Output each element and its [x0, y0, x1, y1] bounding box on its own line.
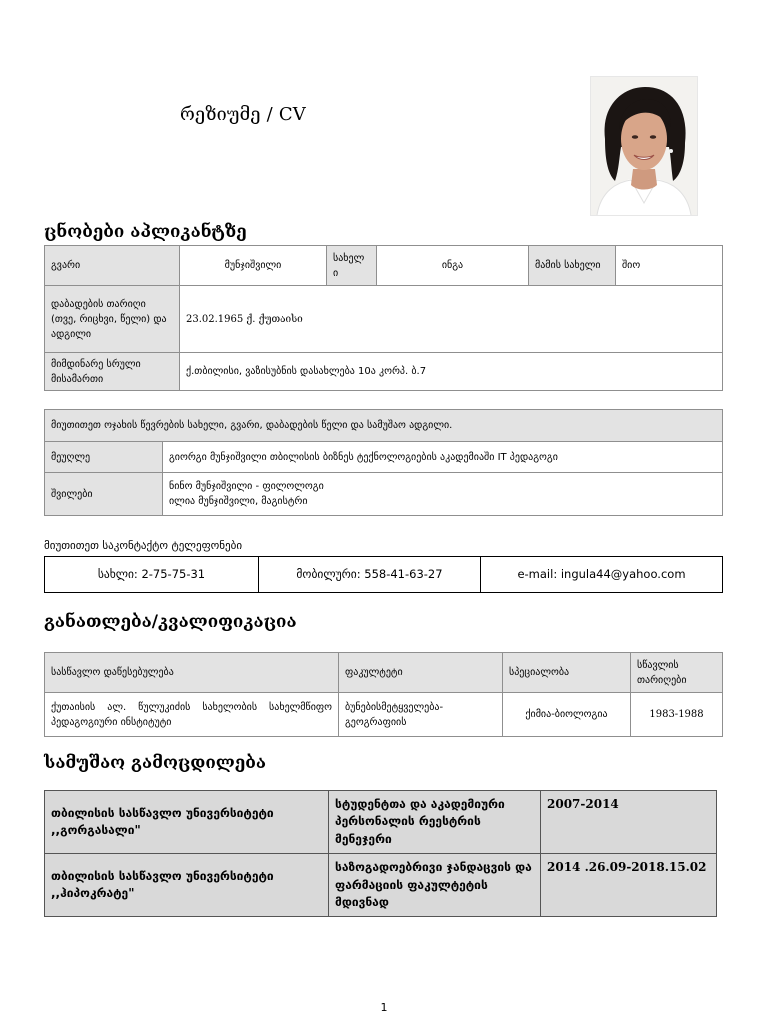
table-row — [45, 854, 717, 917]
education-institution: ქუთაისის ალ. წულუკიძის სახელობის სახელმწიფო პედაგოგიური ინსტიტუტი — [45, 693, 339, 737]
surname-value: მუნჯიშვილი — [180, 246, 327, 286]
applicant-section-title: ცნობები აპლიკანტზე — [44, 222, 247, 242]
address-label: მიმდინარე სრული მისამართი — [45, 353, 180, 391]
home-phone: სახლი: 2-75-75-31 — [45, 557, 259, 593]
education-faculty: ბუნებისმეტყველება-გეოგრაფიის — [339, 693, 503, 737]
work-position-1: სტუდენტთა და აკადემიური პერსონალის რეესტრის მენეჯერი — [329, 791, 541, 854]
applicant-photo — [590, 76, 698, 216]
applicant-info-table — [44, 245, 723, 391]
page-number: 1 — [380, 1001, 388, 1014]
education-section-title: განათლება/კვალიფიკაცია — [44, 612, 297, 632]
work-section-title: სამუშაო გამოცდილება — [44, 753, 267, 773]
education-specialty: ქიმია-ბიოლოგია — [503, 693, 631, 737]
name-value: ინგა — [377, 246, 529, 286]
children-label: შვილები — [45, 473, 163, 516]
address-value: ქ.თბილისი, ვაზისუბნის დასახლება 10ა კორპ. ბ.7 — [180, 353, 723, 391]
education-header-specialty: სპეციალობა — [503, 653, 631, 693]
work-experience-table — [44, 790, 717, 917]
father-name-label: მამის სახელი — [529, 246, 616, 286]
birth-date-value: 23.02.1965 ქ. ქუთაისი — [180, 286, 723, 353]
family-table — [44, 409, 723, 516]
email-address: e-mail: ingula44@yahoo.com — [481, 557, 723, 593]
education-header-faculty: ფაკულტეტი — [339, 653, 503, 693]
table-row — [45, 791, 717, 854]
family-table-header: მიუთითეთ ოჯახის წევრების სახელი, გვარი, დაბადების წელი და სამუშაო ადგილი. — [45, 410, 723, 442]
work-employer-1: თბილისის სასწავლო უნივერსიტეტი ,,გორგასალი" — [45, 791, 329, 854]
education-header-dates: სწავლის თარიღები — [631, 653, 723, 693]
work-dates-2: 2014 .26.09-2018.15.02 — [541, 854, 717, 917]
name-label: სახელ ი — [327, 246, 377, 286]
work-position-2: საზოგადოებრივი ჯანდაცვის და ფარმაციის ფაკულტეტის მდივნად — [329, 854, 541, 917]
contacts-table — [44, 556, 723, 593]
birth-date-label: დაბადების თარიღი (თვე, რიცხვი, წელი) და ადგილი — [45, 286, 180, 353]
education-table — [44, 652, 723, 737]
child-1: ნინო მუნჯიშვილი - ფილოლოგი — [169, 481, 324, 492]
document-title: რეზიუმე / CV — [180, 104, 307, 125]
spouse-value: გიორგი მუნჯიშვილი თბილისის ბიზნეს ტექნოლოგიების აკადემიაში IT პედაგოგი — [163, 442, 723, 473]
contacts-subhead: მიუთითეთ საკონტაქტო ტელეფონები — [44, 539, 243, 552]
father-name-value: შიო — [616, 246, 723, 286]
education-header-institution: სასწავლო დაწესებულება — [45, 653, 339, 693]
surname-label: გვარი — [45, 246, 180, 286]
work-employer-2: თბილისის სასწავლო უნივერსიტეტი ,,ჰიპოკრატე" — [45, 854, 329, 917]
mobile-phone: მობილური: 558-41-63-27 — [259, 557, 481, 593]
table-row — [45, 693, 723, 737]
work-dates-1: 2007-2014 — [541, 791, 717, 854]
spouse-label: მეუღლე — [45, 442, 163, 473]
education-dates: 1983-1988 — [631, 693, 723, 737]
child-2: ილია მუნჯიშვილი, მაგისტრი — [169, 496, 308, 507]
